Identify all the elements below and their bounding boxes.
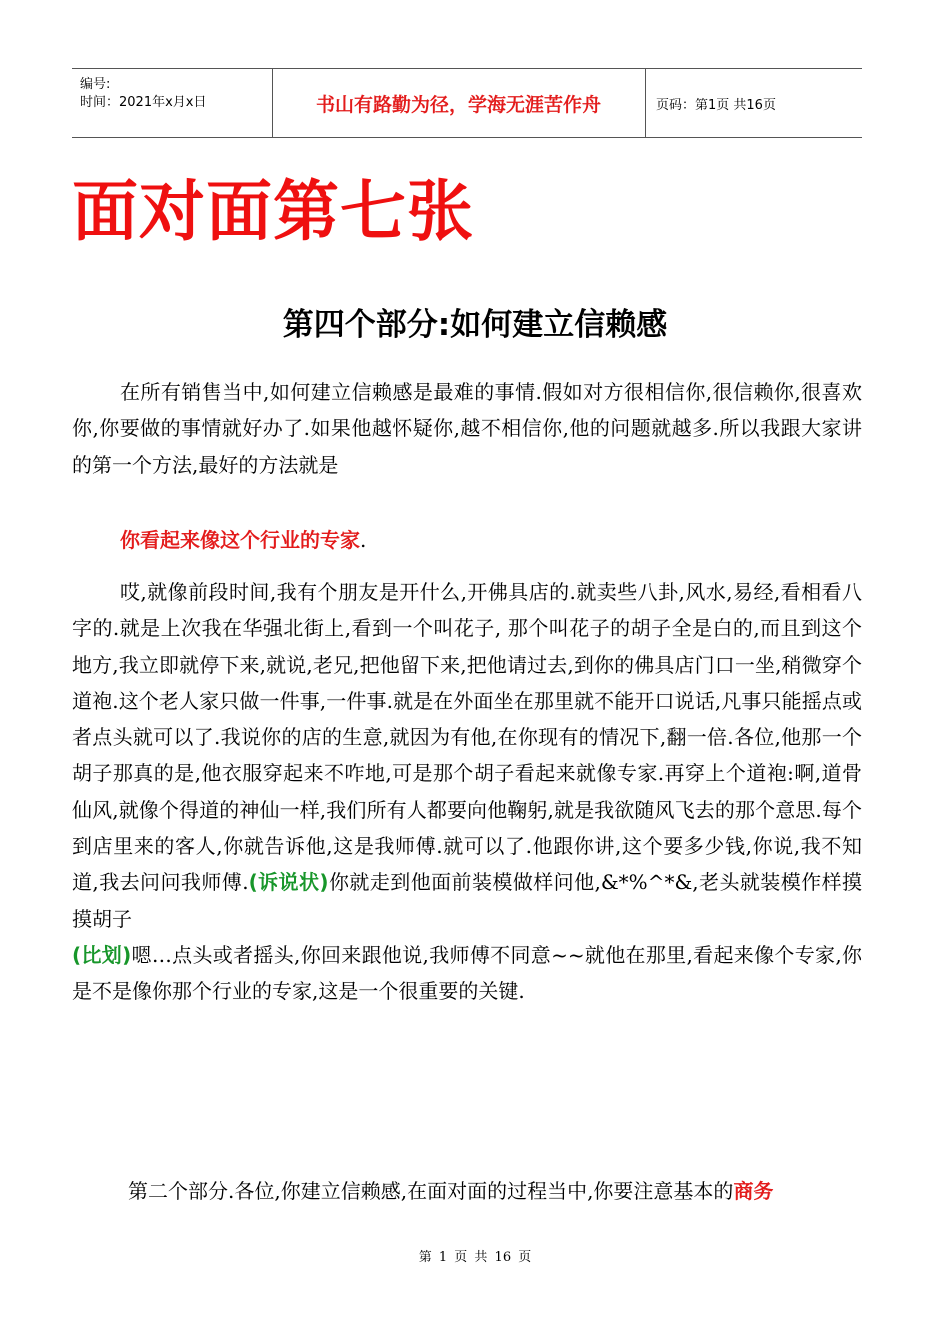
paragraph-intro: 在所有销售当中,如何建立信赖感是最难的事情.假如对方很相信你,很信赖你,很喜欢你,你要做的事情就好办了.如果他越怀疑你,越不相信你,他的问题就越多.所以我跟大家讲的第一个方法,最好的方法就是 (72, 380, 862, 477)
time-label: 时间：2021年x月x日 (80, 95, 207, 110)
story-text-c: 嗯…点头或者摇头,你回来跟他说,我师傅不同意~~就他在那里,看起来像个专家,你是不是像你那个行业的专家,这是一个很重要的关键. (72, 942, 862, 1004)
page-header (72, 68, 862, 138)
header-meta-cell (72, 69, 273, 137)
header-page-info: 页码：第1页 共16页 (656, 97, 776, 113)
paragraph-key-method (72, 522, 862, 558)
page-footer: 第 1 页 共 16 页 (418, 1250, 532, 1265)
key-method-tail: . (360, 528, 367, 552)
story-text-b: 你就走到他面前装模做样问他,&*%^*&,老头就装模作样摸摸胡子 (72, 870, 863, 931)
document-title: 面对面第七张 (72, 173, 474, 250)
header-motto: 书山有路勤为径，学海无涯苦作舟 (272, 69, 646, 137)
second-part-highlight: 商务 (733, 1179, 774, 1203)
stage-direction-1: (诉说状) (248, 870, 329, 895)
section-title: 第四个部分:如何建立信赖感 (282, 307, 668, 343)
paragraph-story (72, 574, 862, 1010)
paragraph-second-part (72, 1173, 862, 1209)
key-method-highlight: 你看起来像这个行业的专家 (120, 528, 360, 552)
second-part-text: 第二个部分.各位,你建立信赖感,在面对面的过程当中,你要注意基本的 (128, 1179, 734, 1203)
story-text-a: 哎,就像前段时间,我有个朋友是开什么,开佛具店的.就卖些八卦,风水,易经,看相看八字的.就是上次我在华强北街上,看到一个叫花子, 那个叫花子的胡子全是白的,而且到这个地方,我立即就停下来,就说,老兄,把他留下来,把他请过去,到你的佛具店门口一坐,稍微穿个道袍.这个老人家只做一件事,一件事.就是在外面坐在那里就不能开口说话,凡事只能摇点或者点头就可以了.我说你的店的生意,就因为有他,在你现有的情况下,翻一倍.各位,他那一个胡子那真的是,他衣服穿起来不咋地,可是那个胡子看起来就像专家.再穿上个道袍:啊,道骨仙风,就像个得道的神仙一样,我们所有人都要向他鞠躬,就是我欲随风飞去的那个意思.每个到店里来的客人,你就告诉他,这是我师傅.就可以了.他跟你讲,这个要多少钱,你说,我不知道,我去问问我师傅. (72, 580, 862, 895)
number-label: 编号: (80, 77, 111, 92)
stage-direction-2: (比划) (72, 942, 132, 967)
